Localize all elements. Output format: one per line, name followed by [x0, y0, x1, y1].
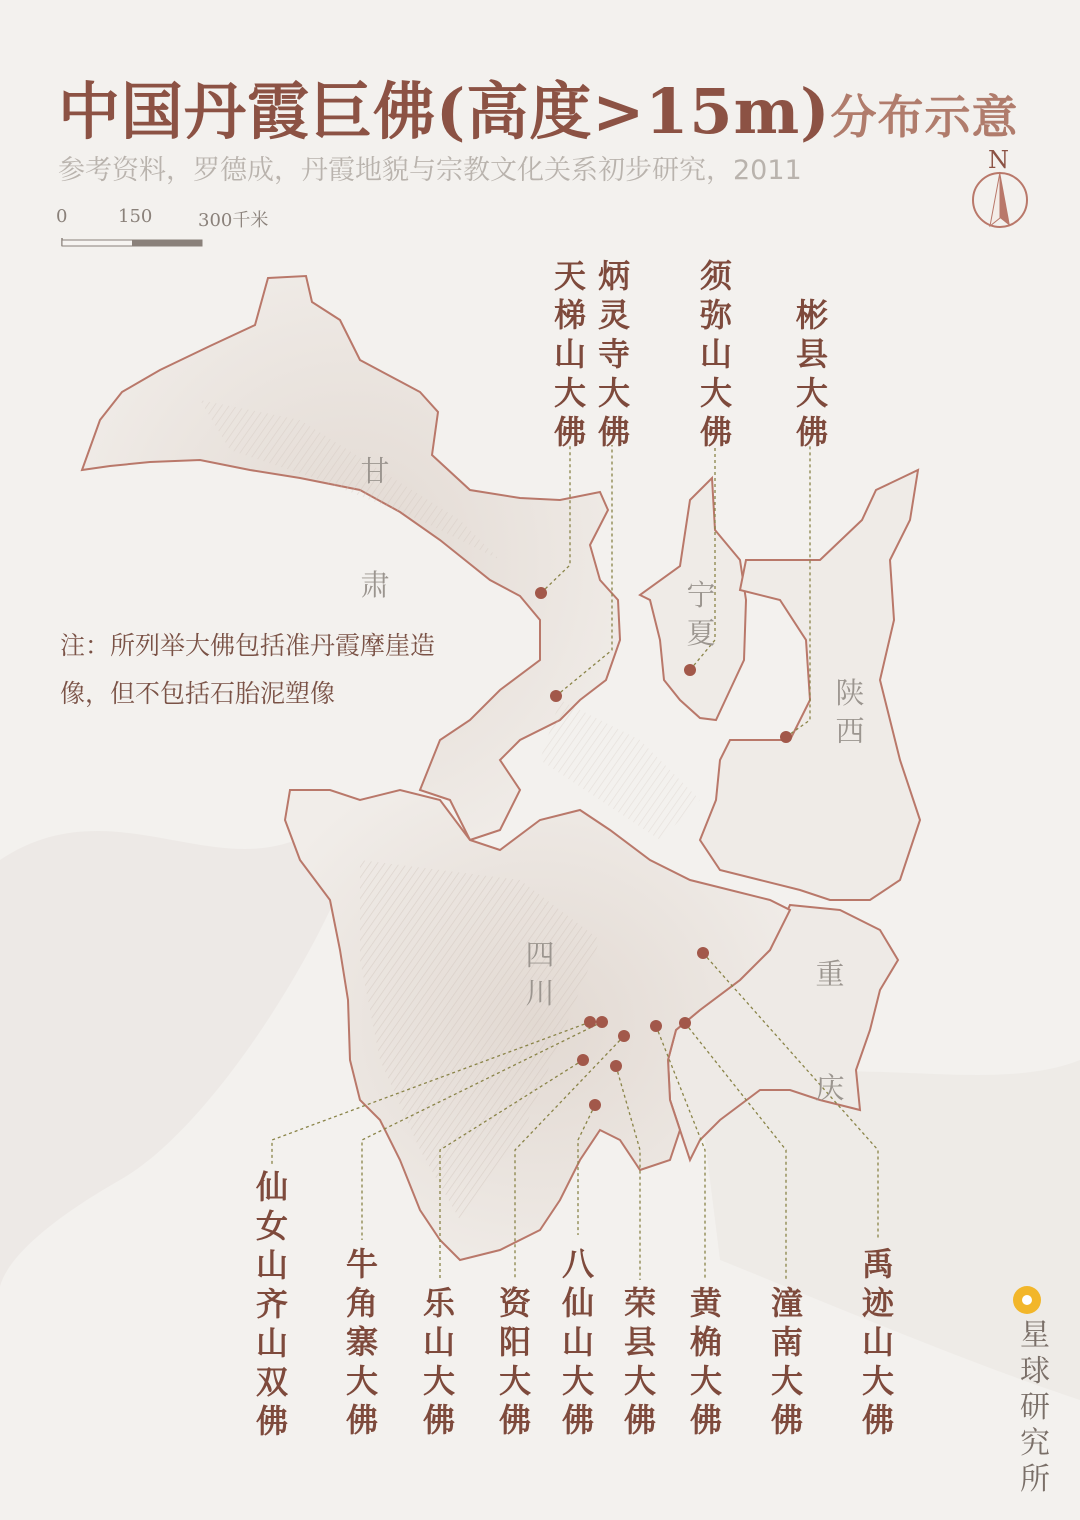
site-dot-niujiaozhai: [596, 1016, 608, 1028]
site-dot-xiannvshan: [584, 1016, 596, 1028]
site-dot-baxianshan: [589, 1099, 601, 1111]
site-dot-huangjue: [650, 1020, 662, 1032]
site-label-ziyang: 资阳大佛: [498, 1284, 531, 1439]
background-terrain: [0, 808, 360, 1300]
site-label-xumishan: 须弥山大佛: [699, 257, 732, 451]
scale-label-0: 0: [56, 206, 68, 227]
province-label-shaanxi: 陕 西: [835, 676, 865, 748]
province-label-chongqing: 重 庆: [815, 957, 845, 1105]
compass-icon: [973, 172, 1027, 227]
scale-bar: [62, 238, 202, 246]
site-label-tongnan: 潼南大佛: [770, 1284, 803, 1439]
brand-name: 星球研究所: [1020, 1318, 1050, 1497]
site-dot-yujishan: [697, 947, 709, 959]
province-label-sichuan: 四 川: [525, 938, 555, 1010]
scale-label-300: 300千米: [198, 210, 269, 231]
source-note: 参考资料，罗德成，丹霞地貌与宗教文化关系初步研究，2011: [58, 155, 802, 186]
site-label-xiannvshan: 仙女山齐山双佛: [255, 1168, 288, 1440]
site-label-huangjue: 黄桷大佛: [689, 1284, 722, 1439]
page-title: [58, 62, 1019, 151]
site-dot-rongxian: [610, 1060, 622, 1072]
province-label-ningxia: 宁 夏: [686, 578, 716, 650]
brand-logo-icon: [1013, 1286, 1041, 1314]
province-label-gansu: 甘 肃: [360, 454, 390, 602]
region-gansu: [82, 276, 620, 840]
site-dot-ziyang: [618, 1030, 630, 1042]
site-label-binglingsi: 炳灵寺大佛: [597, 257, 630, 451]
site-dot-tiantishan: [535, 587, 547, 599]
site-label-leshan: 乐山大佛: [422, 1284, 455, 1439]
compass-north-label: N: [988, 146, 1009, 174]
site-label-binxian: 彬县大佛: [795, 296, 828, 451]
site-label-baxianshan: 八仙山大佛: [561, 1245, 594, 1439]
site-dot-tongnan: [679, 1017, 691, 1029]
scale-label-150: 150: [118, 206, 153, 227]
site-dot-binglingsi: [550, 690, 562, 702]
site-label-yujishan: 禹迹山大佛: [861, 1245, 894, 1439]
site-label-tiantishan: 天梯山大佛: [553, 257, 586, 451]
site-label-rongxian: 荣县大佛: [623, 1284, 656, 1439]
site-dot-leshan: [577, 1054, 589, 1066]
site-label-niujiaozhai: 牛角寨大佛: [345, 1245, 378, 1439]
map-note: 注：所列举大佛包括准丹霞摩崖造像，但不包括石胎泥塑像: [60, 631, 436, 708]
site-dot-xumishan: [684, 664, 696, 676]
title-main: 中国丹霞巨佛(高度>15m): [58, 75, 831, 148]
site-dot-binxian: [780, 731, 792, 743]
title-tail: 分布示意: [830, 90, 1019, 144]
